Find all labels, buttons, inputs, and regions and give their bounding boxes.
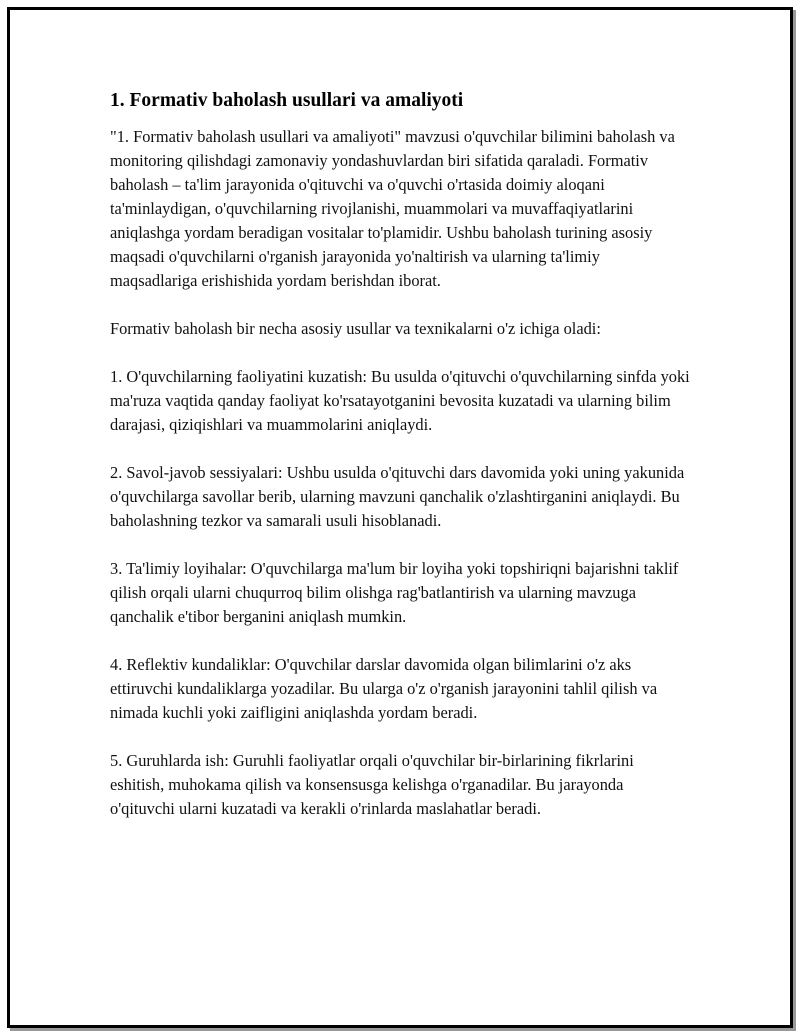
document-title: 1. Formativ baholash usullari va amaliyoti [110,90,464,111]
methods-intro-paragraph: Formativ baholash bir necha asosiy usullar va texnikalarni o'z ichiga oladi: [110,319,601,338]
method-observation-paragraph: 1. O'quvchilarning faoliyatini kuzatish: Bu usulda o'qituvchi o'quvchilarning sinfda yoki ma'ruza vaqtida qanday faoliyat ko'rsatayotganini bevosita kuzatadi va ularning bilim darajasi, qiziqishlari va muammolarini aniqlaydi. [110,367,690,434]
method-qa-sessions-paragraph: 2. Savol-javob sessiyalari: Ushbu usulda o'qituvchi dars davomida yoki uning yakunida o'quvchilarga savollar berib, ularning mavzuni qanchalik o'zlashtirganini aniqlaydi. Bu baholashning tezkor va samarali usuli hisoblanadi. [110,463,685,530]
method-reflective-journals-paragraph: 4. Reflektiv kundaliklar: O'quvchilar darslar davomida olgan bilimlarini o'z aks ettiruvchi kundaliklarga yozadilar. Bu ularga o'z o'rganish jarayonini tahlil qilish va nimada kuchli yoki zaifligini aniqlashda yordam beradi. [110,655,658,722]
document-body [110,89,690,845]
method-projects-paragraph: 3. Ta'limiy loyihalar: O'quvchilarga ma'lum bir loyiha yoki topshiriqni bajarishni taklif qilish orqali ularni chuqurroq bilim olishga rag'batlantirish va ularning mavzuga qanchalik e'tibor berganini aniqlash mumkin. [110,559,679,626]
method-group-work-paragraph: 5. Guruhlarda ish: Guruhli faoliyatlar orqali o'quvchilar bir-birlarining fikrlarini eshitish, muhokama qilish va konsensusga kelishga o'rganadilar. Bu jarayonda o'qituvchi ularni kuzatadi va kerakli o'rinlarda maslahatlar beradi. [110,751,634,818]
intro-paragraph: "1. Formativ baholash usullari va amaliyoti" mavzusi o'quvchilar bilimini baholash va monitoring qilishdagi zamonaviy yondashuvlardan biri sifatida qaraladi. Formativ baholash – ta'lim jarayonida o'qituvchi va o'quvchi o'rtasida doimiy aloqani ta'minlaydigan, o'quvchilarning rivojlanishi, muammolari va muvaffaqiyatlarini aniqlashga yordam beradigan vositalar to'plamidir. Ushbu baholash turining asosiy maqsadi o'quvchilarni o'rganish jarayonida yo'naltirish va ularning ta'limiy maqsadlariga erishishida yordam berishdan iborat. [110,127,675,290]
